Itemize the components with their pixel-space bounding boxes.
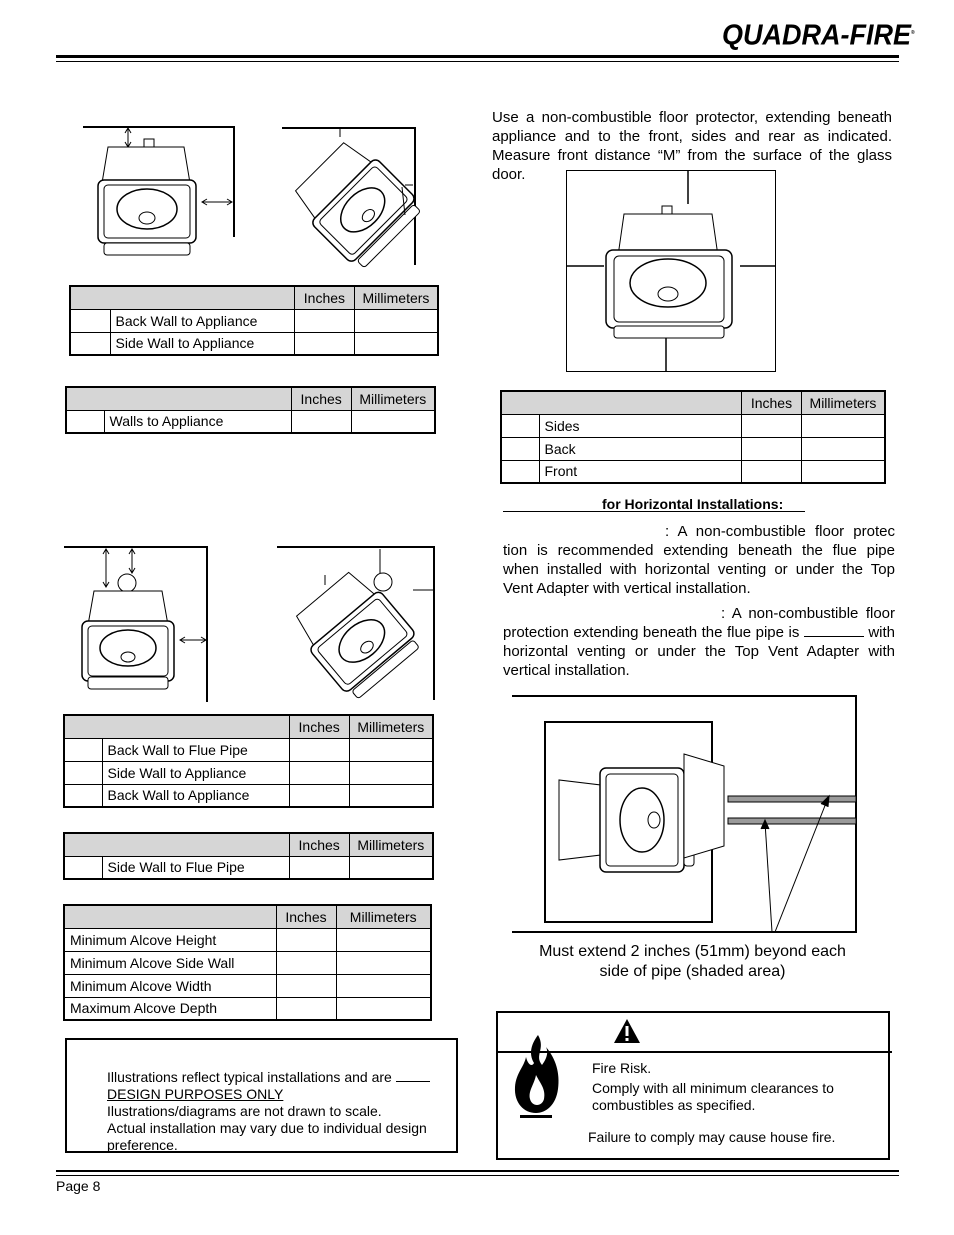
header-rule-thick <box>56 55 899 58</box>
table-row: Back Wall to Flue Pipe <box>102 738 289 761</box>
horizontal-para-2: : A non-combustible floor protection extending beneath the flue pipe is with horizontal venting or under the Top Vent Adapter with vertical installation. <box>503 605 896 679</box>
stove-corner-diagram <box>280 125 425 270</box>
table-row: Side Wall to Appliance <box>110 332 294 355</box>
alcove-corner-diagram <box>275 545 440 705</box>
table-parallel-clearances <box>69 285 439 356</box>
table-alcove-dimensions <box>63 904 432 1021</box>
brand-logo: QUADRA-FIRE® <box>722 19 915 51</box>
table-floor-protector <box>500 390 886 484</box>
table-row: Minimum Alcove Height <box>64 928 276 951</box>
alcove-back-diagram <box>62 545 212 705</box>
horizontal-pipe-diagram <box>510 694 860 934</box>
table-row: Side Wall to Appliance <box>102 761 289 784</box>
table-row: Back Wall to Appliance <box>110 309 294 332</box>
col-inches: Inches <box>289 715 349 738</box>
page-number: Page 8 <box>56 1178 101 1194</box>
col-inches: Inches <box>276 905 336 928</box>
col-millimeters: Millimeters <box>354 286 438 309</box>
stove-parallel-diagram <box>80 125 240 265</box>
table-row: Back Wall to Appliance <box>102 784 289 807</box>
horizontal-para-1: : A non-combustible floor protec tion is recommended extending beneath the flue pipe when installed with horizontal venting or under the Top Vent Adapter with vertical installation. <box>503 523 895 597</box>
pipe-caption <box>520 942 865 982</box>
col-millimeters: Millimeters <box>349 715 433 738</box>
design-note-line-1: Illustrations reflect typical installations and are <box>107 1069 392 1085</box>
floor-protector-text: Use a non-combustible floor protector, extending beneath appliance and to the front, sides and rear as indicated. Measure front distance “M” from the surface of the glass door. <box>492 109 892 183</box>
design-note-line-4: Actual installation may vary due to individual design preference. <box>107 1120 427 1153</box>
col-inches: Inches <box>289 833 349 856</box>
pipe-caption-line-1: Must extend 2 inches (51mm) beyond each <box>539 943 846 960</box>
table-row: Maximum Alcove Depth <box>64 997 276 1020</box>
design-note-line-3: Ilustrations/diagrams are not drawn to scale. <box>107 1103 382 1119</box>
table-alcove-back <box>63 714 434 808</box>
header-rule-thin <box>56 61 899 62</box>
footer-rule-thick <box>56 1170 899 1172</box>
warning-triangle-icon <box>612 1017 642 1045</box>
col-millimeters: Millimeters <box>336 905 431 928</box>
design-note-box <box>65 1038 458 1153</box>
flame-icon <box>512 1033 562 1123</box>
col-millimeters: Millimeters <box>349 833 433 856</box>
footer-rule-thin <box>56 1175 899 1176</box>
horizontal-heading: for Horizontal Installations: <box>602 496 784 512</box>
table-row: Sides <box>539 414 741 437</box>
table-row: Back <box>539 437 741 460</box>
pipe-caption-line-2: side of pipe (shaded area) <box>599 963 786 980</box>
warning-box <box>496 1011 890 1160</box>
col-millimeters: Millimeters <box>801 391 885 414</box>
table-alcove-side <box>63 832 434 880</box>
col-inches: Inches <box>741 391 801 414</box>
table-row: Side Wall to Flue Pipe <box>102 856 289 879</box>
design-note-line-2: DESIGN PURPOSES ONLY <box>107 1086 284 1102</box>
design-note-text <box>107 1069 447 1154</box>
table-row: Minimum Alcove Side Wall <box>64 951 276 974</box>
warning-comply: Comply with all minimum clearances to combustibles as specified. <box>592 1080 834 1113</box>
table-corner-clearances <box>65 386 436 434</box>
table-row: Front <box>539 460 741 483</box>
floor-protector-diagram <box>566 170 778 374</box>
warning-fire-risk: Fire Risk. <box>592 1060 652 1076</box>
col-inches: Inches <box>294 286 354 309</box>
table-row: Walls to Appliance <box>104 410 291 433</box>
table-row: Minimum Alcove Width <box>64 974 276 997</box>
warning-failure: Failure to comply may cause house fire. <box>588 1129 836 1145</box>
col-millimeters: Millimeters <box>351 387 435 410</box>
col-inches: Inches <box>291 387 351 410</box>
